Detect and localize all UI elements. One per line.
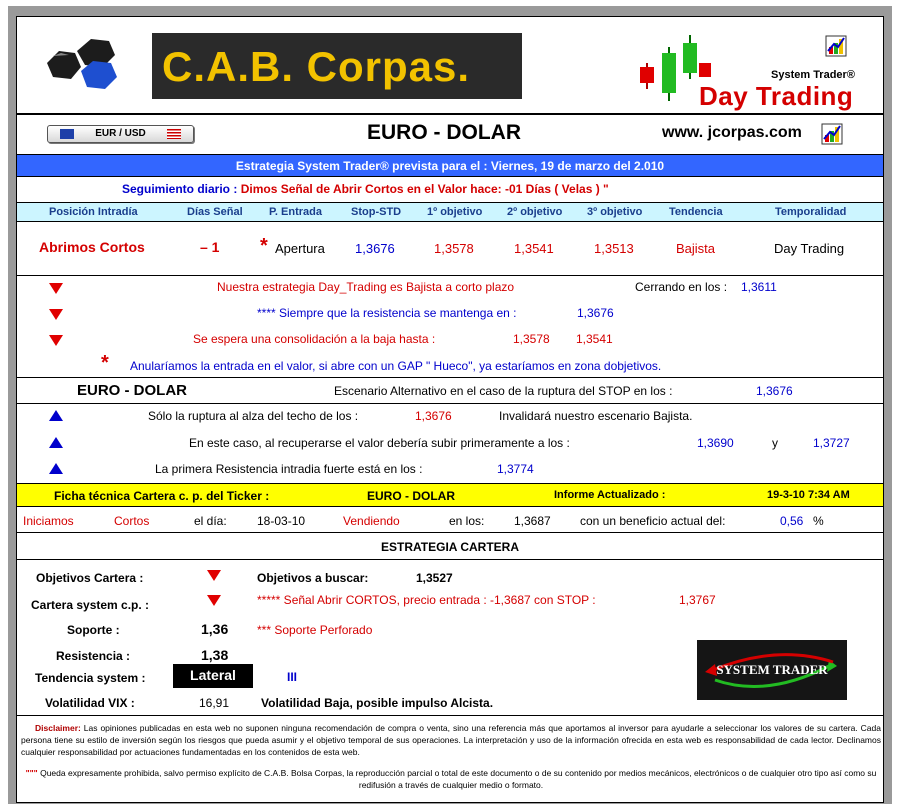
alternative-line2-and: y [772,436,778,450]
resistencia-value: 1,38 [201,647,229,663]
trade-vendiendo: Vendiendo [343,514,400,528]
brand-banner [152,33,522,99]
divider [17,113,883,115]
divider [17,715,883,716]
chart-icon [821,123,843,145]
disclaimer-text: Las opiniones publicadas en esta web no suponen ninguna recomendación de compra o venta, sino una referencia más que aportamos al inversor para ayudarle a seleccionar los valores de su cartera. Cada persona tiene su estilo de inversión según los riesgos que pueda asumir y el objetivo temporal de sus operaciones. La interpretación y uso de la información ofrecida en esta web es responsabilidad de cada lector. Declinamos cualquier responsabilidad por actuaciones fundamentadas en los contenidos de esta web. [21,723,881,757]
analysis-line3-v2: 1,3541 [576,332,613,346]
trade-pct: % [813,514,824,528]
header-entrada: P. Entrada [269,206,322,218]
ficha-ticker: EURO - DOLAR [367,489,455,503]
soporte-note: *** Soporte Perforado [257,623,373,637]
analysis-line4: Anularíamos la entrada en el valor, si abre con un GAP " Hueco", ya estaríamos en zona dobjetivos. [130,359,662,373]
seguimiento-label: Seguimiento diario : [122,182,238,196]
tendencia-label: Tendencia system : [35,671,146,685]
hex-logo [37,31,132,93]
trade-fecha: 18-03-10 [257,514,306,528]
alternative-line3-value: 1,3774 [497,462,534,476]
row-posicion: Abrimos Cortos [39,239,145,255]
alternative-line2-v2: 1,3727 [813,436,850,450]
down-arrow-icon [49,335,63,346]
row-obj3: 1,3513 [594,241,634,256]
us-flag-icon [167,129,181,139]
brand-name: C.A.B. Corpas. [162,43,471,90]
informe-label: Informe Actualizado : [554,489,666,501]
divider [17,275,883,276]
pair-button-label: EUR / USD [95,128,146,139]
vix-label: Volatilidad VIX : [45,696,135,710]
row-tendencia: Bajista [676,241,716,256]
row-stop: 1,3676 [355,241,395,256]
closing-value: 1,3611 [741,280,777,294]
down-arrow-icon [207,570,221,581]
divider [17,532,883,533]
trade-beneficio-label: con un beneficio actual del: [580,514,726,528]
copyright [21,767,881,791]
down-arrow-icon [49,283,63,294]
analysis-star: * [101,352,109,374]
system-stop: 1,3767 [679,593,716,607]
divider [17,377,883,378]
ficha-label: Ficha técnica Cartera c. p. del Ticker : [54,489,270,503]
ficha-bar [17,483,883,507]
website-link[interactable]: www. jcorpas.com [662,124,802,141]
copyright-mark: """ [25,768,38,778]
alternative-line1-tail: Invalidará nuestro escenario Bajista. [499,409,693,423]
down-arrow-icon [207,595,221,606]
row-dias: – 1 [200,239,220,255]
system-text: ***** Señal Abrir CORTOS, precio entrada : -1,3687 con STOP : [257,593,596,607]
strategy-banner [17,154,883,177]
divider [17,403,883,404]
header-obj1: 1º objetivo [427,206,483,218]
up-arrow-icon [49,463,63,474]
informe-value: 19-3-10 7:34 AM [767,489,850,501]
row-star: * [260,235,268,257]
trade-iniciamos: Iniciamos [23,514,74,528]
up-arrow-icon [49,410,63,421]
resistencia-label: Resistencia : [56,649,131,663]
alternative-line3: La primera Resistencia intradia fuerte está en los : [155,462,423,476]
closing-label: Cerrando en los : [635,280,728,294]
alternative-title: EURO - DOLAR [77,382,187,399]
alternative-line2: En este caso, al recuperarse el valor debería subir primeramente a los : [189,436,570,450]
disclaimer-label: Disclaimer: [35,723,81,733]
header-tendencia: Tendencia [669,206,723,218]
header-dias: Días Señal [187,206,243,218]
tendencia-value: Lateral [190,667,236,683]
soporte-label: Soporte : [67,623,120,637]
trade-cortos: Cortos [114,514,150,528]
row-obj2: 1,3541 [514,241,554,256]
header-stop: Stop-STD [351,206,402,218]
down-arrow-icon [49,309,63,320]
system-trader-logo-text: SYSTEM TRADER [716,662,828,677]
alternative-line1-value: 1,3676 [415,409,452,423]
cartera-title: ESTRATEGIA CARTERA [381,540,519,554]
page-title: EURO - DOLAR [367,121,521,144]
trade-el-dia: el día: [194,514,227,528]
alternative-line2-v1: 1,3690 [697,436,734,450]
strategy-banner-text: Estrategia System Trader® prevista para el : Viernes, 19 de marzo del 2.010 [235,159,665,173]
header-obj3: 3º objetivo [587,206,643,218]
header-temporalidad: Temporalidad [775,206,847,218]
divider [17,559,883,560]
vix-value: 16,91 [199,696,230,710]
row-entrada: Apertura [275,241,325,256]
system-label: Cartera system c.p. : [31,598,150,612]
pair-button[interactable] [47,125,194,143]
up-arrow-icon [49,437,63,448]
trade-beneficio: 0,56 [780,514,804,528]
analysis-line3: Se espera una consolidación a la baja hasta : [193,332,436,346]
buscar-value: 1,3527 [416,571,453,585]
tendencia-badge [173,664,253,688]
alternative-value: 1,3676 [756,384,793,398]
table-header [17,202,883,222]
header-obj2: 2º objetivo [507,206,563,218]
analysis-line3-v1: 1,3578 [513,332,550,346]
system-trader-caption: System Trader® [771,69,855,81]
analysis-line2-value: 1,3676 [577,306,614,320]
alternative-line1: Sólo la ruptura al alza del techo de los : [148,409,359,423]
tendencia-note: III [287,670,298,684]
seguimiento-text: Dimos Señal de Abrir Cortos en el Valor hace: -01 Días ( Velas ) " [240,182,609,196]
row-obj1: 1,3578 [434,241,474,256]
mini-chart-icon [825,35,847,57]
row-temporalidad: Day Trading [774,241,845,256]
trade-en-los: en los: [449,514,485,528]
table-row [17,223,883,275]
analysis-line2: **** Siempre que la resistencia se mantenga en : [257,306,517,320]
alternative-label: Escenario Alternativo en el caso de la ruptura del STOP en los : [334,384,673,398]
soporte-value: 1,36 [201,621,229,637]
report-panel [16,16,884,803]
disclaimer [21,722,881,758]
vix-note: Volatilidad Baja, posible impulso Alcista. [261,696,494,710]
seguimiento-line [122,182,609,196]
trade-precio: 1,3687 [514,514,551,528]
objetivos-label: Objetivos Cartera : [36,571,144,585]
system-trader-logo [697,640,847,700]
buscar-label: Objetivos a buscar: [257,571,369,585]
copyright-text: Queda expresamente prohibida, salvo permiso explícito de C.A.B. Bolsa Corpas, la reproducción parcial o total de este documento o de su contenido por medios mecánicos, electrónicos o de cualquier otro tipo así como su redifusión a través de cualquier medio o formato. [40,768,877,790]
header-posicion: Posición Intradía [49,206,138,218]
day-trading-logo [635,29,860,111]
day-trading-title: Day Trading [699,81,854,111]
analysis-line1: Nuestra estrategia Day_Trading es Bajista a corto plazo [217,280,515,294]
